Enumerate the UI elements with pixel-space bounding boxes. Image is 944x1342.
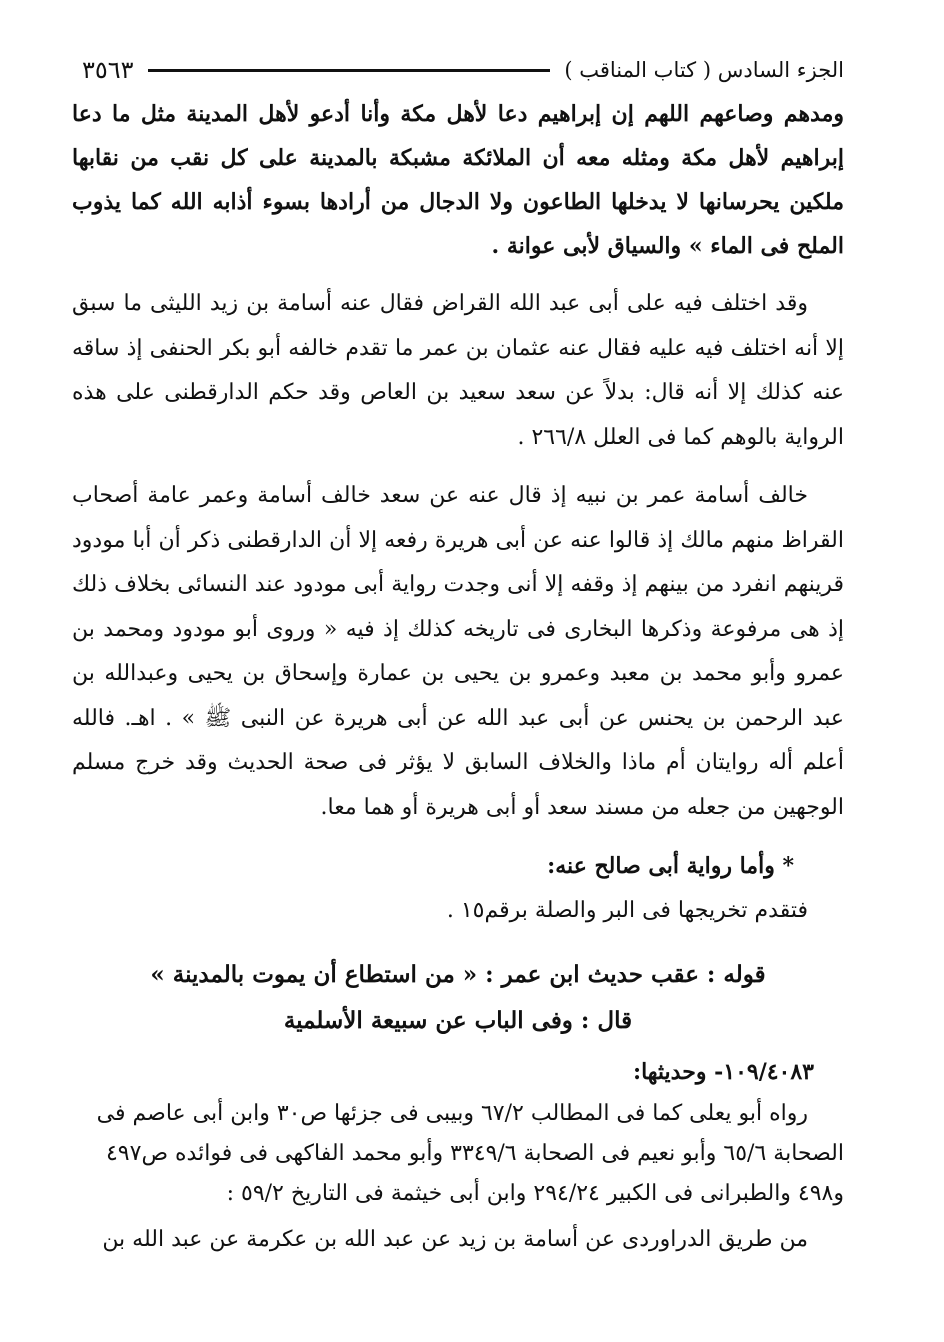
hadith-heading: ١٠٩/٤٠٨٣- وحديثها: — [632, 1059, 814, 1085]
page-body — [72, 92, 844, 1260]
hadith-line-4: من طريق الدراوردى عن أسامة بن زيد عن عبد الله بن عكرمة عن عبد الله بن — [102, 1227, 808, 1252]
section-heading: * وأما رواية أبى صالح عنه: — [547, 853, 794, 879]
hadith-line-1: رواه أبو يعلى كما فى المطالب ٦٧/٢ وبيبى فى جزئها ص٣٠ وابن أبى عاصم فى — [96, 1101, 808, 1126]
paragraph-3: خالف أسامة عمر بن نبيه إذ قال عنه عن سعد خالف أسامة وعمر عامة أصحاب القراظ منهم مالك إذ قالوا عنه عن أبى هريرة رفعه إلا أن الدارقطنى ذكر أن أبا مودود قرينهم انفرد من بينهم إذ وقفه إلا أنى وجدت رواية أبى مودود عند النسائى بخلاف ذلك إذ هى مرفوعة وذكرها البخارى فى تاريخه كذلك إذ فيه « وروى أبو مودود ومحمد بن عمرو وأبو محمد بن معبد وعمرو بن يحيى بن عمارة وإسحاق بن يحيى وعبدالله بن عبد الرحمن بن يحنس عن أبى عبد الله عن أبى هريرة عن النبى ﷺ » . اهـ. فالله أعلم أله روايتان أم ماذا والخلاف السابق لا يؤثر فى صحة الحديث وقد خرج مسلم الوجهين من جعله من مسند سعد أو أبى هريرة أو هما معا. — [72, 483, 844, 820]
header-rule — [148, 69, 551, 72]
page-number: ٣٥٦٣ — [82, 56, 134, 84]
chapter-heading-2: قال : وفى الباب عن سبيعة الأسلمية — [283, 1007, 633, 1034]
paragraph-2: وقد اختلف فيه على أبى عبد الله القراض فقال عنه أسامة بن زيد الليثى ما سبق إلا أنه اختلف فيه عليه فقال عنه عثمان بن عمر ما تقدم خالفه أبو بكر الحنفى إذ ساقه عنه كذلك إلا أنه قال: بدلاً عن سعد سعيد بن العاص وقد حكم الدارقطنى على هذه الرواية بالوهم كما فى العلل ٢٦٦/٨ . — [72, 291, 844, 450]
header-title: الجزء السادس ( كتاب المناقب ) — [564, 58, 844, 82]
hadith-line-3: و٤٩٨ والطبرانى فى الكبير ٢٩٤/٢٤ وابن أبى خيثمة فى التاريخ ٥٩/٢ : — [226, 1181, 844, 1206]
section-text: فتقدم تخريجها فى البر والصلة برقم١٥ . — [446, 898, 808, 923]
chapter-heading-1: قوله : عقب حديث ابن عمر : « من استطاع أن يموت بالمدينة » — [150, 961, 766, 988]
running-header — [82, 50, 844, 90]
paragraph-1: ومدهم وصاعهم اللهم إن إبراهيم دعا لأهل مكة وأنا أدعو لأهل المدينة مثل ما دعا إبراهيم لأهل مكة ومثله معه أن الملائكة مشبكة بالمدينة على كل نقب من نقابها ملكين يحرسانها لا يدخلها الطاعون ولا الدجال من أرادها بسوء أذابه الله كما يذوب الملح فى الماء » والسياق لأبى عوانة . — [72, 101, 844, 259]
hadith-line-2: الصحابة ٦٥/٦ وأبو نعيم فى الصحابة ٣٣٤٩/٦ وأبو محمد الفاكهى فى فوائده ص٤٩٧ — [105, 1141, 844, 1166]
